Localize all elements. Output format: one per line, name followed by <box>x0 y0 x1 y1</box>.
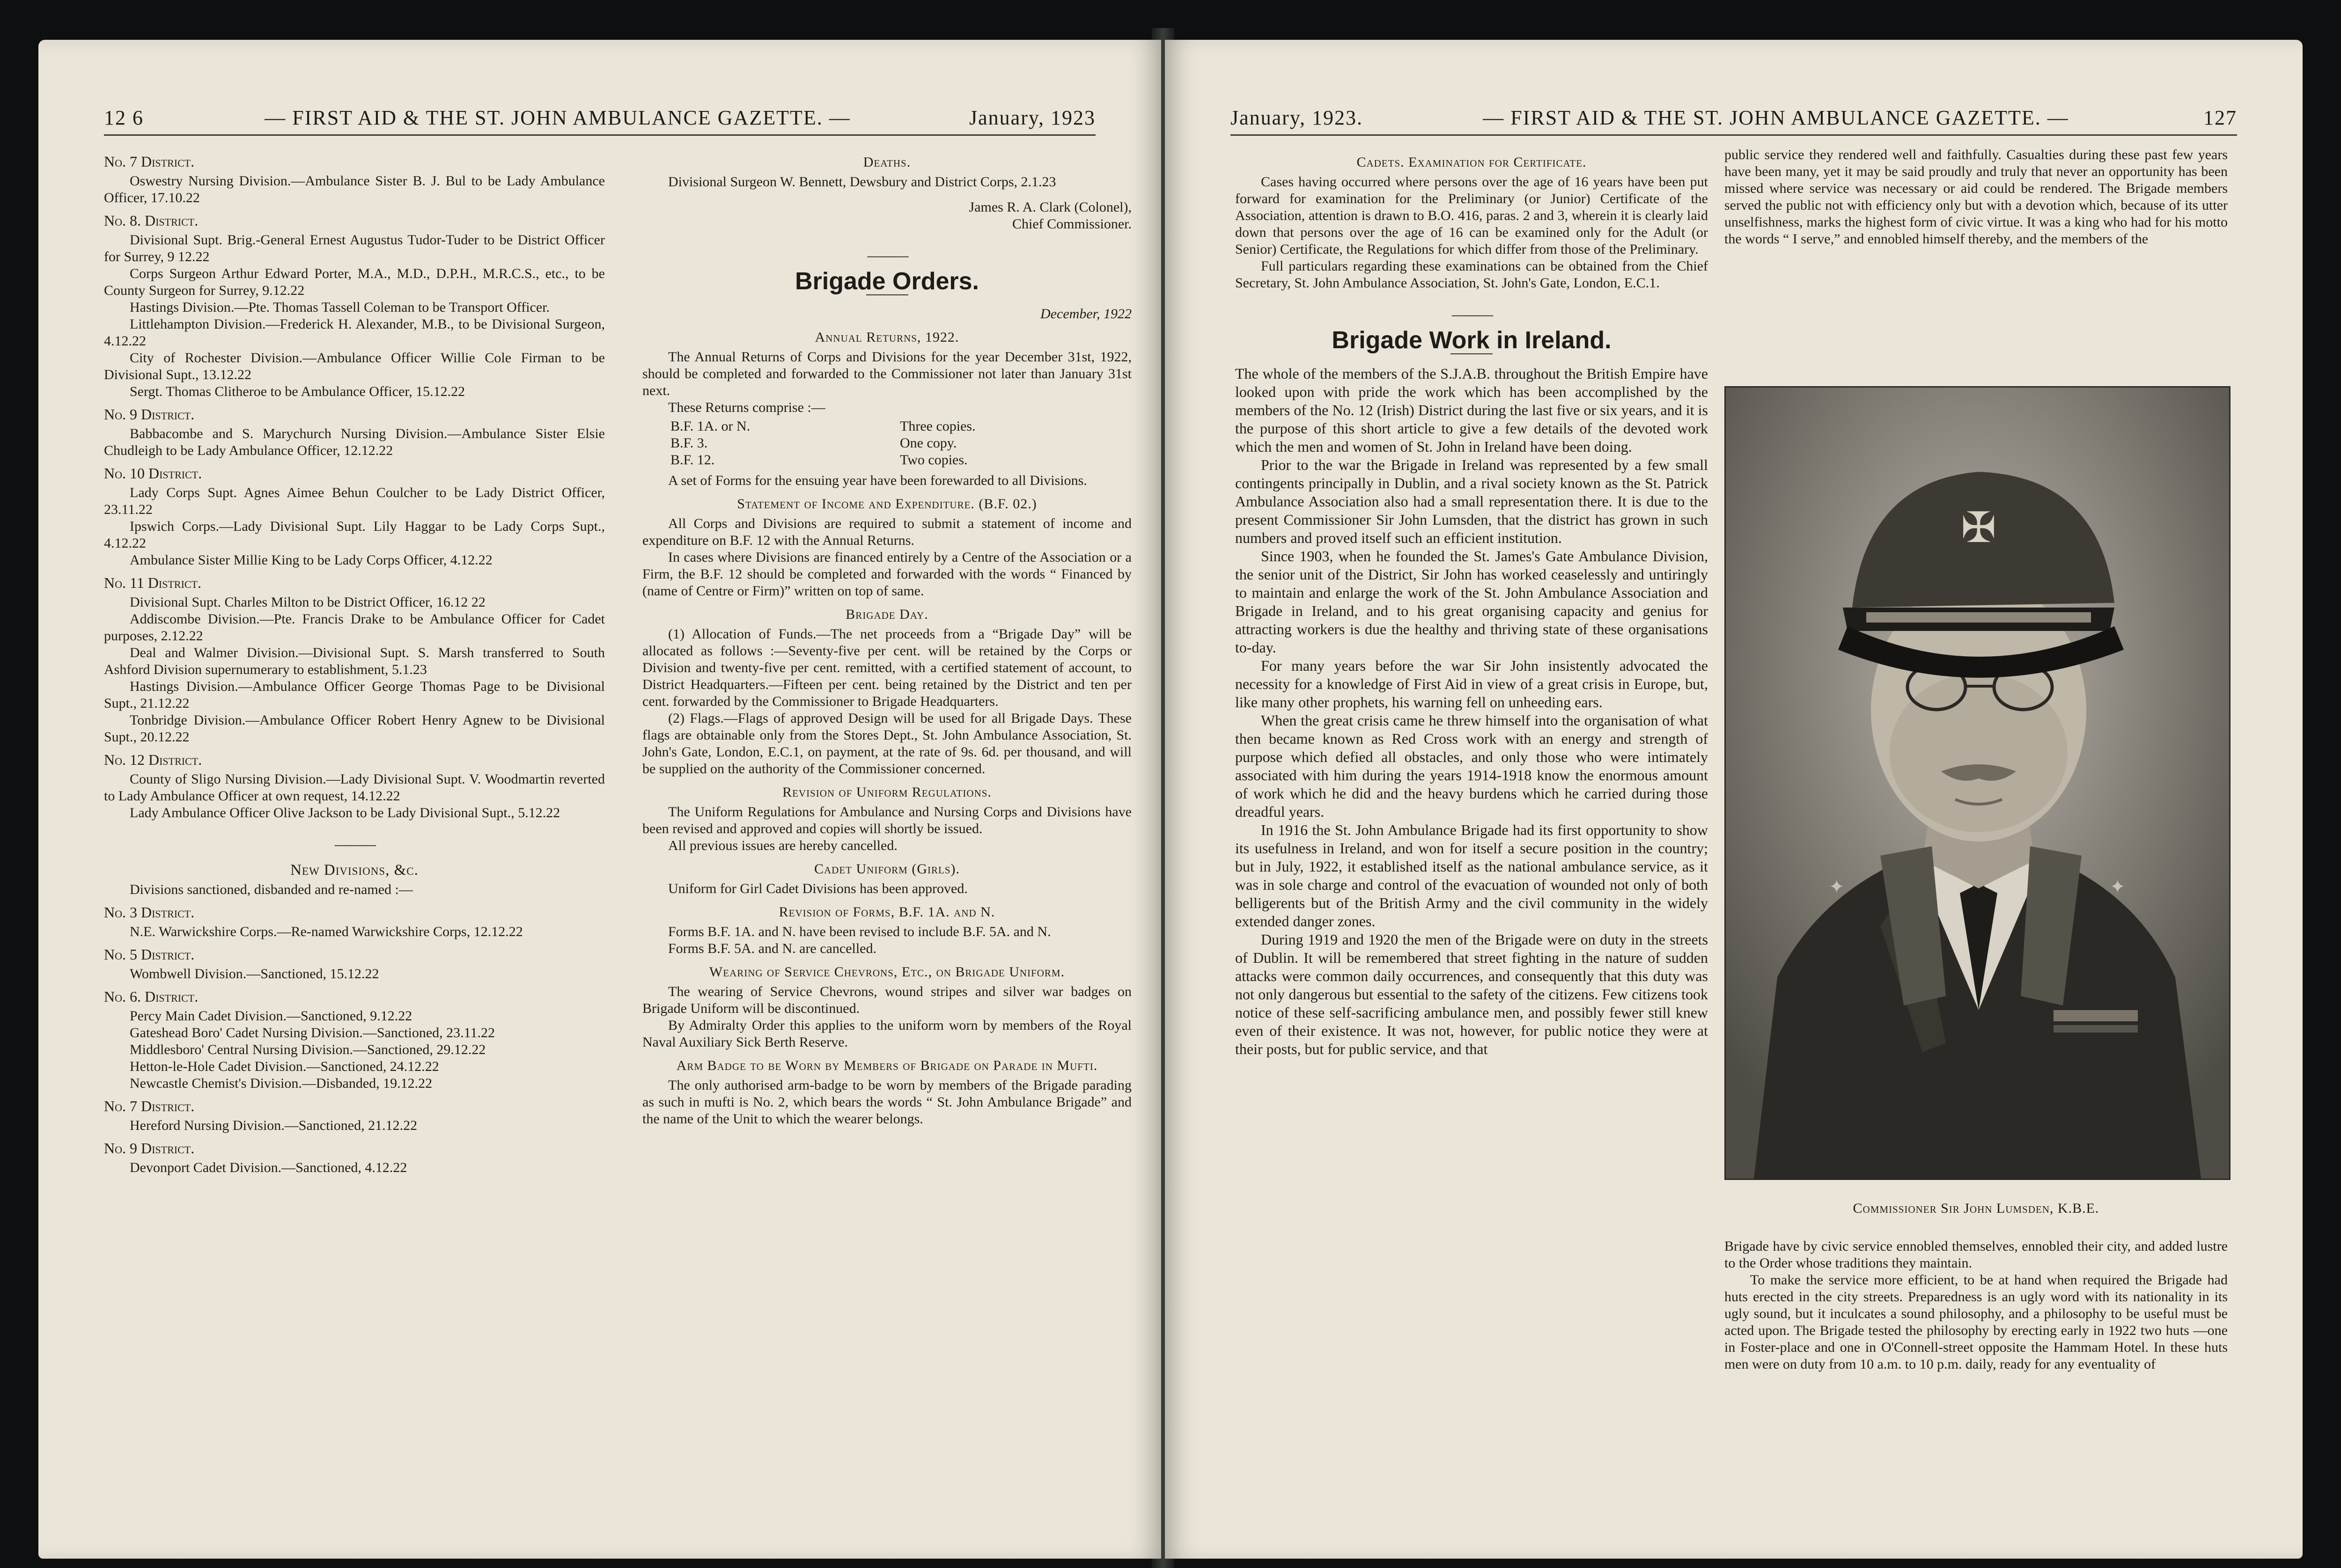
statement-paragraph: In cases where Divisions are financed entirely by a Centre of the Association or a Firm, the B.F. 12 should be completed and forwarded with the words “ Financed by (name of Centre or Firm)” written on top of same. <box>642 550 1132 599</box>
list-item: Littlehampton Division.—Frederick H. Alexander, M.B., to be Divisional Surgeon, 4.12.22 <box>104 316 605 349</box>
signature-name: James R. A. Clark (Colonel), <box>969 199 1132 215</box>
uniform-regulations-paragraph: The Uniform Regulations for Ambulance and Nursing Corps and Divisions have been revised and approved and copies will shortly be issued. <box>642 804 1132 836</box>
section-ornament: ——— <box>1452 306 1491 322</box>
chevrons-paragraph: The wearing of Service Chevrons, wound stripes and silver war badges on Brigade Uniform will be discontinued. <box>642 984 1132 1016</box>
district-heading: No. 6. District. <box>104 988 199 1005</box>
revision-forms-paragraph: Forms B.F. 1A. and N. have been revised to include B.F. 5A. and N. <box>668 924 1051 939</box>
annual-returns-heading: Annual Returns, 1922. <box>815 330 959 345</box>
list-item: Addiscombe Division.—Pte. Francis Drake to be Ambulance Officer for Cadet purposes, 2.12.22 <box>104 611 605 644</box>
table-row <box>670 452 980 469</box>
deaths-heading: Deaths. <box>863 154 911 170</box>
left-running-title: — FIRST AID & THE ST. JOHN AMBULANCE GAZETTE. — <box>265 106 851 129</box>
svg-text:✠: ✠ <box>1961 503 1996 552</box>
article-paragraph: Prior to the war the Brigade in Ireland was represented by a few small contingents principally in Dublin, and a rival society known as the St. Patrick Ambulance Association also had a small representation there. It is due to the present Commissioner Sir John Lumsden, that the district has grown in such numbers and proved itself such an efficient institution. <box>1235 456 1708 546</box>
list-item: Divisional Supt. Charles Milton to be District Officer, 16.12 22 <box>130 594 486 610</box>
chevrons-paragraph: By Admiralty Order this applies to the uniform worn by members of the Royal Naval Auxiliary Sick Berth Reserve. <box>642 1018 1132 1050</box>
returns-intro: These Returns comprise :— <box>668 400 825 415</box>
district-heading: No. 3 District. <box>104 904 195 921</box>
orders-date: December, 1922 <box>1040 306 1132 322</box>
district-heading: No. 7 District. <box>104 153 195 170</box>
arm-badge-text: The only authorised arm-badge to be worn by members of the Brigade parading as such in mufti is No. 2, which bears the words “ St. John Ambulance Brigade” and the name of the Unit to which the wearer belongs. <box>642 1077 1132 1127</box>
returns-table <box>670 418 980 469</box>
district-heading: No. 9 District. <box>104 1140 195 1157</box>
section-ornament: ——— <box>335 835 374 852</box>
cadets-paragraph: Cases having occurred where persons over the age of 16 years have been put forward for examination for the Preliminary (or Junior) Certificate of the Association, attention is drawn to B.O. 416, paras. 2 and 3, wherein it is clearly laid down that persons over the age of 16 can be examined only for the Adult (or Senior) Certificate, the Regulations for which differ from those of the Preliminary. <box>1235 174 1708 257</box>
signature <box>642 199 1132 233</box>
list-item: City of Rochester Division.—Ambulance Officer Willie Cole Firman to be Divisional Supt., 13.12.22 <box>104 350 605 382</box>
district-heading: No. 9 District. <box>104 406 195 423</box>
left-column-1 <box>104 147 605 1176</box>
ireland-continued-list <box>1724 1238 2228 1373</box>
new-divisions-intro: Divisions sanctioned, disbanded and re-named :— <box>130 882 413 897</box>
chevrons-heading: Wearing of Service Chevrons, Etc., on Brigade Uniform. <box>709 964 1065 980</box>
right-page-number: 127 <box>2203 106 2237 129</box>
revision-forms-heading: Revision of Forms, B.F. 1A. and N. <box>779 904 995 920</box>
left-column-2 <box>642 147 1132 1128</box>
district-heading: No. 7 District. <box>104 1098 195 1114</box>
list-item: Newcastle Chemist's Division.—Disbanded, 19.12.22 <box>130 1076 433 1091</box>
list-item: Hastings Division.—Ambulance Officer George Thomas Page to be Divisional Supt., 21.12.22 <box>104 679 605 711</box>
table-row <box>670 435 980 452</box>
table-cell: Three copies. <box>900 418 976 434</box>
signature-title: Chief Commissioner. <box>1012 216 1132 232</box>
table-cell: B.F. 1A. or N. <box>670 418 751 434</box>
right-column-2-bottom <box>1724 1238 2228 1373</box>
table-row <box>670 418 980 435</box>
svg-text:✦: ✦ <box>2110 876 2126 898</box>
district-heading: No. 8. District. <box>104 212 199 229</box>
right-page <box>1165 40 2303 1559</box>
right-running-title: — FIRST AID & THE ST. JOHN AMBULANCE GAZETTE. — <box>1483 106 2069 129</box>
left-page <box>38 40 1161 1559</box>
table-cell: Two copies. <box>900 452 968 468</box>
right-column-1 <box>1235 147 1708 1058</box>
list-item: Middlesboro' Central Nursing Division.—Sanctioned, 29.12.22 <box>130 1042 486 1057</box>
appointments-list <box>104 153 605 821</box>
article-paragraph: Brigade have by civic service ennobled themselves, ennobled their city, and added lustre to the Order whose traditions they maintain. <box>1724 1238 2228 1271</box>
district-heading: No. 10 District. <box>104 465 202 482</box>
list-item: Devonport Cadet Division.—Sanctioned, 4.12.22 <box>130 1160 407 1175</box>
table-cell: B.F. 12. <box>670 452 715 468</box>
annual-returns-text: The Annual Returns of Corps and Divisions for the year December 31st, 1922, should be completed and forwarded to the Commissioner not later than January 31st next. <box>642 349 1132 398</box>
left-page-number: 12 6 <box>104 106 144 129</box>
list-item: Ambulance Sister Millie King to be Lady Corps Officer, 4.12.22 <box>130 552 493 568</box>
district-heading: No. 5 District. <box>104 946 195 963</box>
brigade-day-paragraph: (1) Allocation of Funds.—The net proceeds from a “Brigade Day” will be allocated as follows :—Seventy-five per cent. will be retained by the Corps or Division and twenty-five per cent. remitted, with a certified statement of account, to District Headquarters.—Fifteen per cent. being retained by the District and ten per cent. forwarded by the Commissioner to Brigade Headquarters. <box>642 626 1132 709</box>
list-item: Gateshead Boro' Cadet Nursing Division.—Sanctioned, 23.11.22 <box>130 1025 495 1040</box>
right-running-head <box>1230 98 2237 136</box>
ireland-continued-text: public service they rendered well and faithfully. Casualties during these past few years have been many, yet it may be said proudly and truly that never an opportunity has been missed where service was necessary or aid could be rendered. The Brigade members served the public not with efficiency only but with a devotion which, because of its utter unselfishness, marks the highest form of civic virtue. It was a king who had for his motto the words “ I serve,” and ennobled himself thereby, and the members of the <box>1724 147 2228 247</box>
table-cell: B.F. 3. <box>670 435 708 451</box>
photo-caption: Commissioner Sir John Lumsden, K.B.E. <box>1853 1201 2099 1216</box>
list-item: Hereford Nursing Division.—Sanctioned, 21.12.22 <box>130 1118 418 1133</box>
list-item: Ipswich Corps.—Lady Divisional Supt. Lily Haggar to be Lady Corps Supt., 4.12.22 <box>104 519 605 551</box>
left-date: January, 1923 <box>969 106 1096 129</box>
uniform-regulations-heading: Revision of Uniform Regulations. <box>782 784 992 800</box>
arm-badge-heading: Arm Badge to be Worn by Members of Brigade on Parade in Mufti. <box>676 1058 1098 1073</box>
article-paragraph: For many years before the war Sir John insistently advocated the necessity for a knowledge of First Aid in view of a great crisis in Europe, but, like many other prophets, his warning fell on unheeding ears. <box>1235 657 1708 711</box>
article-paragraph: When the great crisis came he threw himself into the organisation of what then became known as Red Cross work with an energy and strength of purpose which defied all obstacles, and only those who were intimately associated with him during the years 1914-1918 know the enormous amount of work which he did and the heavy burdens which he carried during those dreadful years. <box>1235 712 1708 820</box>
list-item: Divisional Supt. Brig.-General Ernest Augustus Tudor-Tuder to be District Officer for Surrey, 9 12.22 <box>104 232 605 264</box>
article-paragraph: To make the service more efficient, to be at hand when required the Brigade had huts erected in the city streets. Preparedness is an ugly word with its nationality in its ugly sound, but it inculcates a sound philosophy, and a philosophy to be useful must be acted upon. The Brigade tested the philosophy by erecting early in 1922 two huts —one in Foster-place and one in O'Connell-street opposite the Hammam Hotel. In these huts men were on duty from 10 a.m. to 10 p.m. daily, ready for any eventuality of <box>1724 1272 2228 1372</box>
new-divisions-list <box>104 904 605 1176</box>
list-item: Babbacombe and S. Marychurch Nursing Division.—Ambulance Sister Elsie Chudleigh to be Lady Ambulance Officer, 12.12.22 <box>104 426 605 458</box>
right-column-2-top <box>1724 147 2228 248</box>
statement-paragraph: All Corps and Divisions are required to submit a statement of income and expenditure on B.F. 12 with the Annual Returns. <box>642 516 1132 548</box>
list-item: Hastings Division.—Pte. Thomas Tassell Coleman to be Transport Officer. <box>130 300 550 315</box>
district-heading: No. 11 District. <box>104 574 202 591</box>
list-item: Tonbridge Division.—Ambulance Officer Robert Henry Agnew to be Divisional Supt., 20.12.22 <box>104 712 605 745</box>
portrait-photo <box>1724 386 2231 1180</box>
left-running-head <box>104 98 1096 136</box>
list-item: N.E. Warwickshire Corps.—Re-named Warwickshire Corps, 12.12.22 <box>130 924 523 939</box>
list-item: Hetton-le-Hole Cadet Division.—Sanctioned, 24.12.22 <box>130 1059 439 1074</box>
cadets-heading: Cadets. Examination for Certificate. <box>1356 154 1587 170</box>
list-item: Lady Corps Supt. Agnes Aimee Behun Coulcher to be Lady District Officer, 23.11.22 <box>104 485 605 517</box>
list-item: Percy Main Cadet Division.—Sanctioned, 9.12.22 <box>130 1008 412 1024</box>
article-paragraph: In 1916 the St. John Ambulance Brigade had its first opportunity to show its usefulness in Ireland, and won for itself a secure position in the country; but in July, 1922, it established itself as the national ambulance service, as it was in sole charge and control of the evacuation of wounded not only of both belligerents but of the British Army and the civil community in the widely extended danger zones. <box>1235 821 1708 930</box>
ireland-heading: Brigade Work in Ireland. <box>1332 327 1612 354</box>
list-item: Sergt. Thomas Clitheroe to be Ambulance Officer, 15.12.22 <box>130 384 465 399</box>
list-item: Wombwell Division.—Sanctioned, 15.12.22 <box>130 966 379 982</box>
brigade-orders-heading: Brigade Orders. <box>795 268 979 295</box>
ireland-article <box>1235 365 1708 1058</box>
article-paragraph: Since 1903, when he founded the St. James's Gate Ambulance Division, the senior unit of the District, Sir John has worked ceaselessly and untiringly to maintain and enlarge the work of the St. John Ambulance Association and Brigade in Ireland, and to his great organising capacity and genius for attracting workers is due the healthy and thriving state of these organisations to-day. <box>1235 548 1708 656</box>
district-heading: No. 12 District. <box>104 751 202 768</box>
right-date: January, 1923. <box>1230 106 1363 129</box>
brigade-day-heading: Brigade Day. <box>846 607 928 622</box>
cadets-paragraph: Full particulars regarding these examinations can be obtained from the Chief Secretary, St. John Ambulance Association, St. John's Gate, London, E.C.1. <box>1235 258 1708 291</box>
uniform-regulations-paragraph: All previous issues are hereby cancelled. <box>668 838 898 853</box>
svg-text:✦: ✦ <box>1829 876 1845 898</box>
list-item: Deal and Walmer Division.—Divisional Supt. S. Marsh transferred to South Ashford Division supernumerary to establishment, 5.1.23 <box>104 645 605 677</box>
forms-text: A set of Forms for the ensuing year have been forewarded to all Divisions. <box>668 473 1087 488</box>
statement-heading: Statement of Income and Expenditure. (B.F. 02.) <box>737 496 1037 512</box>
list-item: County of Sligo Nursing Division.—Lady Divisional Supt. V. Woodmartin reverted to Lady Ambulance Officer at own request, 14.12.22 <box>104 771 605 804</box>
brigade-day-paragraph: (2) Flags.—Flags of approved Design will be used for all Brigade Days. These flags are obtainable only from the Stores Dept., St. John Ambulance Association, St. John's Gate, London, E.C.1, on payment, at the rate of 9s. 6d. per thousand, and will be supplied on the authority of the Commissioner concerned. <box>642 711 1132 777</box>
table-cell: One copy. <box>900 435 957 451</box>
list-item: Corps Surgeon Arthur Edward Porter, M.A., M.D., D.P.H., M.R.C.S., etc., to be County Surgeon for Surrey, 9.12.22 <box>104 266 605 298</box>
article-paragraph: The whole of the members of the S.J.A.B. throughout the British Empire have looked upon with pride the work which has been accomplished by the members of the No. 12 (Irish) District during the last five or six years, and it is the purpose of this short article to give a few details of the devoted work which the men and women of St. John in Ireland have been doing. <box>1235 365 1708 455</box>
cadet-uniform-text: Uniform for Girl Cadet Divisions has been approved. <box>668 881 968 896</box>
list-item: Oswestry Nursing Division.—Ambulance Sister B. J. Bul to be Lady Ambulance Officer, 17.10.22 <box>104 173 605 205</box>
revision-forms-paragraph: Forms B.F. 5A. and N. are cancelled. <box>668 941 876 956</box>
deaths-text: Divisional Surgeon W. Bennett, Dewsbury and District Corps, 2.1.23 <box>668 174 1056 190</box>
article-paragraph: During 1919 and 1920 the men of the Brigade were on duty in the streets of Dublin. It will be remembered that street fighting in the nature of sudden attacks were common daily occurrences, and consequently that this duty was not only dangerous but essential to the safety of the citizens. Few citizens took notice of these self-sacrificing ambulance men, and possibly fewer still knew even of their existence. It was not, however, for public notice they were at their posts, but for public service, and that <box>1235 931 1708 1057</box>
section-ornament: ——— <box>867 247 907 264</box>
list-item: Lady Ambulance Officer Olive Jackson to be Lady Divisional Supt., 5.12.22 <box>130 805 560 821</box>
cadet-uniform-heading: Cadet Uniform (Girls). <box>814 861 960 877</box>
portrait-image <box>1726 388 2229 1179</box>
new-divisions-heading: New Divisions, &c. <box>290 862 419 879</box>
